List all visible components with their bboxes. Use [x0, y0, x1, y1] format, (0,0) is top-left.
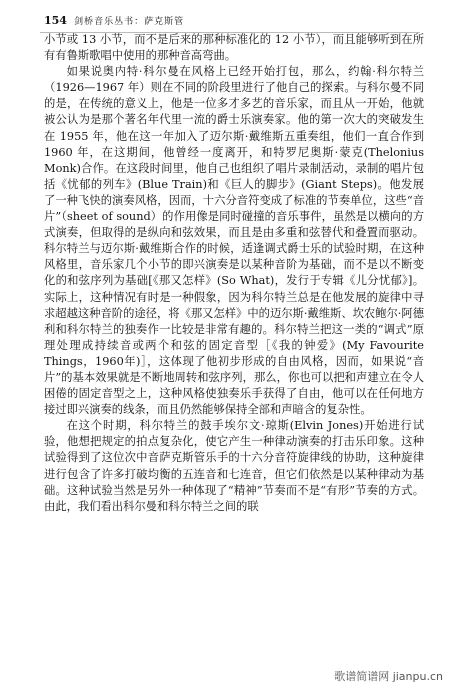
site-watermark: 歌谱简谱网 jianpu.cn	[334, 670, 443, 683]
paragraph-elvin-jones: 在这个时期，科尔特兰的鼓手埃尔文·琼斯(Elvin Jones)开始进行试验，他想把规定的拍点复杂化，使它产生一种律动演奏的打击乐印象。这种试验得到了这位次中音萨克斯管乐手的十六分音符旋律线的协助，这种旋律进行包含了许多打破均衡的五连音和七连音，但它们依然是以某种律动为基础。这种试验当然是另外一种体现了“精神”节奏而不是“有形”节奏的方式。由此，我们看出科尔曼和科尔特兰之间的联	[44, 419, 424, 513]
page-number: 154	[44, 14, 67, 27]
paragraph-continuation: 小节或 13 小节，而不是后来的那种标准化的 12 小节），而且能够听到在所有有鲁斯歌唱中使用的那种音高弯曲。	[44, 33, 424, 63]
paragraph-coltrane: 如果说奥内特·科尔曼在风格上已经开始打包，那么，约翰·科尔特兰（1926—1967 年）则在不同的阶段里进行了他自己的探索。与科尔曼不同的是，在传统的意义上，他是一位多才多艺的音乐家，而且从一开始，他就被公认为是那个著名年代里一流的爵士乐演奏家。他的第一次大的突破发生在 1955 年，他在这一年加入了迈尔斯·戴维斯五重奏组，他们一直合作到 1960 年，在这期间，他曾经一度离开，和特罗尼奥斯·蒙克(Thelonius Monk)合作。在这段时间里，他自己也组织了唱片录制活动，录制的唱片包括《忧郁的列车》(Blue Train)和《巨人的脚步》(Giant Steps)。他发展了一种飞快的演奏风格，因而，十六分音符变成了标准的节奏单位，这些“音片”（sheet of sound）的作用像是同时碰撞的音乐事件，虽然是以横向的方式演奏，但取得的是纵向和弦效果，而且是由多重和弦替代和叠置而驱动。科尔特兰与迈尔斯·戴维斯合作的时候，适逢调式爵士乐的试验时期，在这种风格里，音乐家几个小节的即兴演奏是以某种音阶为基础，而不是以不断变化的和弦序列为基础[《那又怎样》(So What)，发行于专辑《儿分忧郁》]。实际上，这种情况有时是一种假象，因为科尔特兰总是在他发展的旋律中寻求超越这种音阶的途径，将《那又怎样》中的迈尔斯·戴维斯、坎农鲍尔·阿德利和科尔特兰的独奏作一比较是非常有趣的。科尔特兰把这一类的“调式”原理处理成持续音或两个和弦的固定音型［《我的钟爱》(My Favourite Things，1960年)］，这体现了他初步形成的自由风格，因而，如果说“音片”的基本效果就是不断地周转和弦序列，那么，你也可以把和声建立在令人困倦的固定音型之上，这种风格使独奏乐手获得了自由，他可以在任何地方接过即兴演奏的线条，而且仍然能够保持全部和声暗含的复杂性。	[44, 65, 424, 417]
running-title: 剑桥音乐丛书：萨克斯管	[74, 17, 185, 27]
body-text	[44, 32, 424, 515]
